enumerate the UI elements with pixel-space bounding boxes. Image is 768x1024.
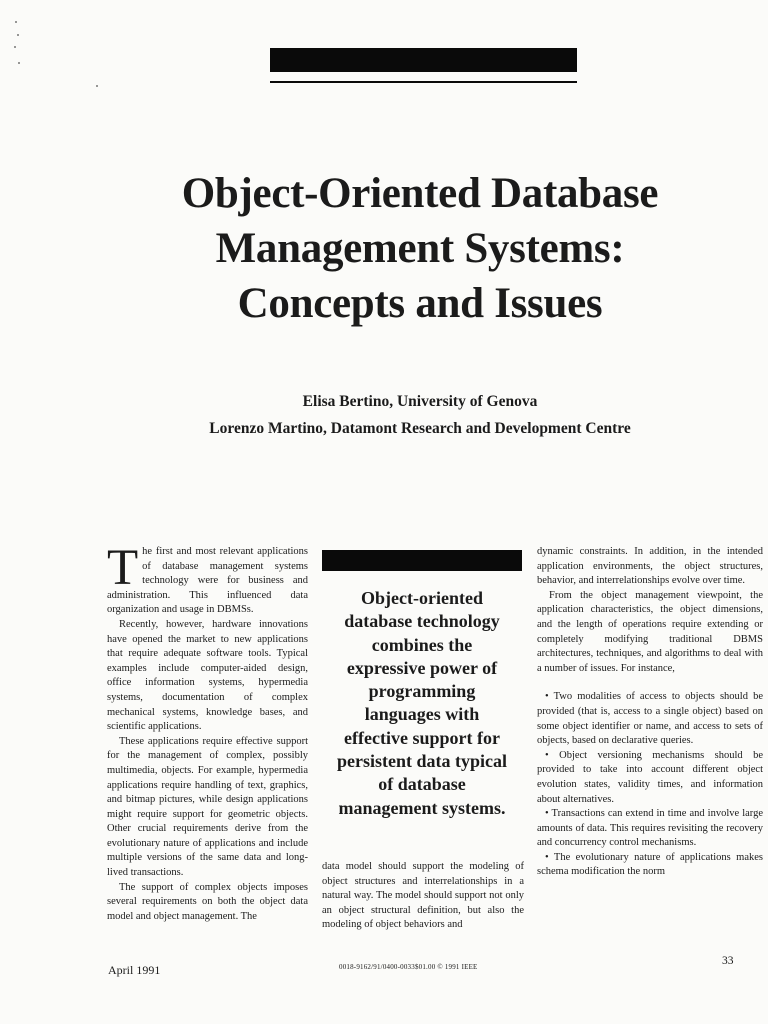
bullet-item: • Transactions can extend in time and involve large amounts of data. This requires revisiting the recovery and concurrency control mechanisms. [537, 808, 763, 849]
pullquote-line: combines the [371, 634, 473, 655]
body-column-2 [322, 860, 524, 933]
drop-cap: T [107, 540, 139, 596]
bullet-item: • Object versioning mechanisms should be provided to take into account different object evolution states, validity times, and information about alternatives. [537, 749, 763, 805]
pull-quote [322, 587, 522, 820]
pullquote-line: programming [368, 681, 476, 702]
header-rule [270, 81, 577, 83]
title-line: Object-Oriented Database [181, 170, 659, 217]
pullquote-line: management systems. [338, 797, 506, 818]
body-paragraph [107, 540, 308, 618]
body-paragraph: These applications require effective support for the management of complex, possibly multimedia, objects. For example, hypermedia applications require handling of text, graphics, and bitmap pictures, while design applications might require support for geometric objects. Other crucial requirements derive from the evolutionary nature of applications and include multiple versions of the same data and long-lived transactions. [107, 735, 308, 879]
header-black-bar [270, 48, 577, 72]
scan-speck [17, 34, 19, 36]
pullquote-line: database technology [344, 611, 500, 632]
title-line: Concepts and Issues [237, 280, 603, 327]
scan-speck [96, 85, 98, 87]
scan-speck [18, 62, 20, 64]
body-column-1 [107, 540, 308, 924]
page-number: 33 [722, 955, 734, 967]
pullquote-line: of database [378, 774, 466, 795]
pullquote-black-bar [322, 550, 522, 571]
body-paragraph: dynamic constraints. In addition, in the intended application environments, the object structures, behavior, and interrelationships evolve over time. [537, 546, 763, 587]
paragraph-text: he first and most relevant applications of database management systems technology were for business and administration. This influenced data organization and usage in DBMSs. [107, 546, 308, 616]
footer-date: April 1991 [108, 963, 161, 977]
pullquote-line: persistent data typical [337, 751, 507, 772]
pullquote-line: effective support for [344, 727, 500, 748]
body-paragraph: Recently, however, hardware innovations have opened the market to new applications that require adequate software tools. Typical examples include computer-aided design, office information systems, hypermedia systems, documentation of complex mechanical systems, knowledge bases, and scientific applications. [107, 618, 308, 733]
author-line: Elisa Bertino, University of Genova [302, 393, 538, 410]
body-paragraph: From the object management viewpoint, the application characteristics, the object dimensions, and the length of operations require extending or completely modifying traditional DBMS architectures, techniques, and algorithms to deal with a number of issues. For instance, [537, 589, 763, 674]
body-paragraph: The support of complex objects imposes several requirements on both the object data model and object management. The [107, 881, 308, 922]
footer-copyright-code: 0018-9162/91/0400-0033$01.00 © 1991 IEEE [339, 963, 478, 971]
scan-speck [14, 46, 16, 48]
body-column-3 [537, 545, 763, 880]
body-paragraph: data model should support the modeling of object structures and interrelationships in a natural way. The model should support not only an object structural definition, but also the modeling of object behaviors and [322, 861, 524, 931]
bullet-item: • The evolutionary nature of applications makes schema modification the norm [537, 851, 763, 878]
pullquote-line: languages with [364, 704, 480, 725]
bullet-item: • Two modalities of access to objects should be provided (that is, access to a single object) based on some object identifier or name, and access to sets of objects, based on declarative queries. [537, 691, 763, 747]
scan-speck [15, 21, 17, 23]
pullquote-line: Object-oriented [361, 588, 483, 608]
author-line: Lorenzo Martino, Datamont Research and Development Centre [209, 420, 631, 437]
title-line: Management Systems: [215, 225, 625, 272]
author-byline [0, 388, 768, 442]
pullquote-line: expressive power of [346, 657, 498, 678]
article-title [0, 166, 768, 331]
